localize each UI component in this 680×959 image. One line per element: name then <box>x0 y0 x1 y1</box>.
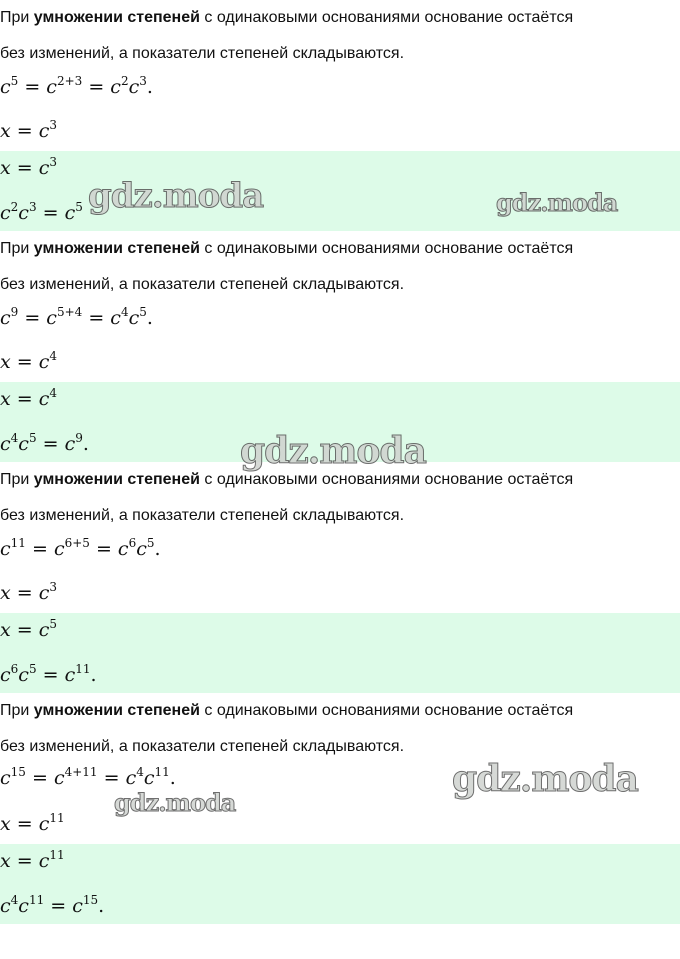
solution-x: $x = c^5$ <box>0 617 58 641</box>
watermark: gdz.moda <box>88 176 264 216</box>
solution-x: $x = c^{11}$ <box>0 848 65 872</box>
watermark: gdz.moda <box>114 788 236 817</box>
formula: $c^9 = c^{5+4} = c^4c^5$. <box>0 305 153 329</box>
formula: $c^{15} = c^{4+11} = c^4c^{11}$. <box>0 765 176 789</box>
rule-bold: умножении степеней <box>33 240 200 257</box>
solution-result: $c^4c^5 = c^9$. <box>0 431 89 455</box>
rule-line-2: без изменений, а показатели степеней складываются. <box>0 507 405 524</box>
answer-x: $x = c^4$ <box>0 349 58 373</box>
watermark: gdz.moda <box>496 188 618 217</box>
rule-line-1: При умножении степеней с одинаковыми основаниями основание остаётся <box>0 702 574 719</box>
rule-line-1: При умножении степеней с одинаковыми основаниями основание остаётся <box>0 471 574 488</box>
rule-line-2: без изменений, а показатели степеней складываются. <box>0 276 405 293</box>
solution-box <box>0 844 680 924</box>
rule-line-2: без изменений, а показатели степеней складываются. <box>0 45 405 62</box>
solution-box <box>0 613 680 693</box>
rule-line-1: При умножении степеней с одинаковыми основаниями основание остаётся <box>0 240 574 257</box>
rule-line-1: При умножении степеней с одинаковыми основаниями основание остаётся <box>0 9 574 26</box>
rule-line-2: без изменений, а показатели степеней складываются. <box>0 738 405 755</box>
answer-x: $x = c^3$ <box>0 580 58 604</box>
rule-bold: умножении степеней <box>33 471 200 488</box>
answer-x: $x = c^3$ <box>0 118 58 142</box>
solution-result: $c^4c^{11} = c^{15}$. <box>0 893 105 917</box>
watermark: gdz.moda <box>452 758 638 800</box>
answer-x: $x = c^{11}$ <box>0 811 65 835</box>
rule-bold: умножении степеней <box>33 9 200 26</box>
solution-result: $c^2c^3 = c^5$ <box>0 200 83 224</box>
watermark: gdz.moda <box>240 430 426 472</box>
solution-x: $x = c^3$ <box>0 155 58 179</box>
solution-x: $x = c^4$ <box>0 386 58 410</box>
formula: $c^5 = c^{2+3} = c^2c^3$. <box>0 74 153 98</box>
formula: $c^{11} = c^{6+5} = c^6c^5$. <box>0 536 161 560</box>
rule-bold: умножении степеней <box>33 702 200 719</box>
solution-result: $c^6c^5 = c^{11}$. <box>0 662 97 686</box>
